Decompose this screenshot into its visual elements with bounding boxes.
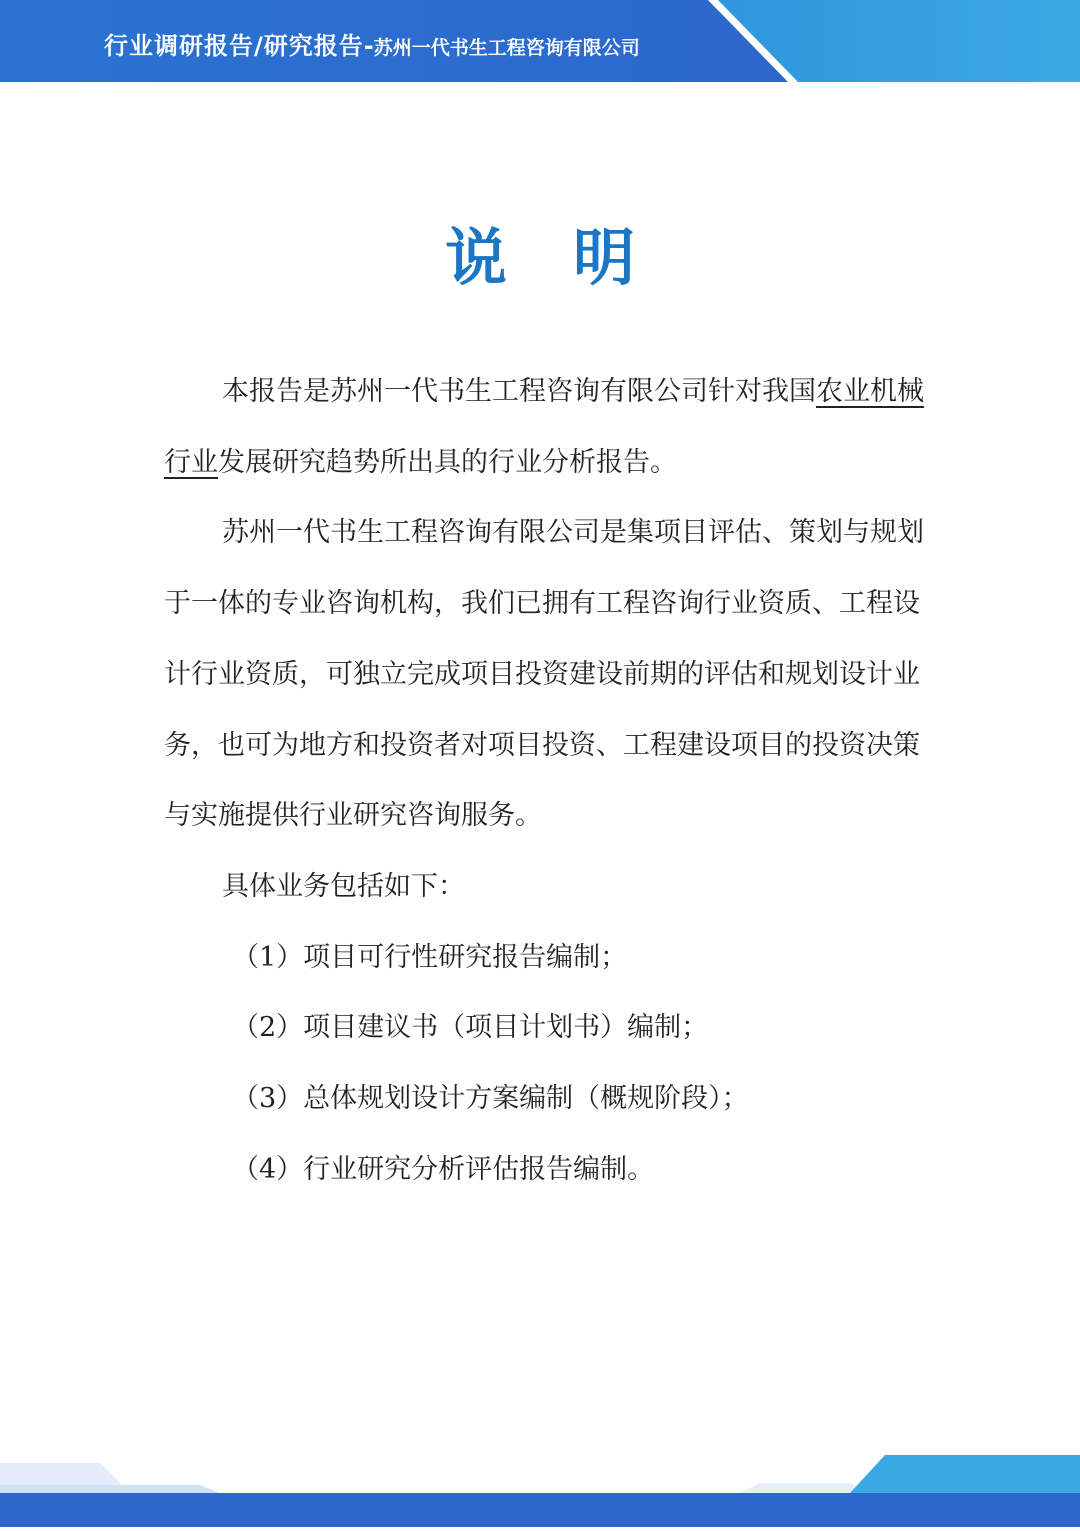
footer-banner	[0, 1455, 1080, 1527]
service-item-2: （2）项目建议书（项目计划书）编制；	[232, 1012, 709, 1044]
service-item-1: （1）项目可行性研究报告编制；	[232, 941, 628, 973]
header-separator: -	[363, 32, 374, 60]
footer-background	[0, 1455, 1080, 1527]
paragraph-intro	[164, 357, 924, 498]
service-item-4: （4）行业研究分析评估报告编制。	[232, 1153, 655, 1185]
paragraph-intro-tail: 发展研究趋势所出具的行业分析报告。	[218, 446, 677, 478]
page-title-char-1: 说	[444, 221, 507, 294]
paragraph-intro-lead: 本报告是苏州一代书生工程咨询有限公司针对我国	[222, 376, 816, 407]
header-banner	[0, 0, 1080, 82]
document-body	[164, 357, 924, 1205]
paragraph-company: 苏州一代书生工程咨询有限公司是集项目评估、策划与规划于一体的专业咨询机构，我们已拥有工程咨询行业资质、工程设计行业资质，可独立完成项目投资建设前期的评估和规划设计业务，也可为地方和投资者对项目投资、工程建设项目的投资决策与实施提供行业研究咨询服务。	[164, 517, 924, 832]
header-report-type: 行业调研报告/研究报告	[104, 32, 364, 60]
page-title	[0, 220, 1080, 296]
industry-name: 农业机械行业	[164, 376, 924, 478]
service-item-3: （3）总体规划设计方案编制（概规阶段）；	[232, 1083, 749, 1115]
header-title	[104, 26, 640, 66]
header-company-name: 苏州一代书生工程咨询有限公司	[373, 37, 640, 59]
services-intro: 具体业务包括如下：	[222, 870, 465, 902]
page-title-char-2: 明	[573, 221, 636, 294]
